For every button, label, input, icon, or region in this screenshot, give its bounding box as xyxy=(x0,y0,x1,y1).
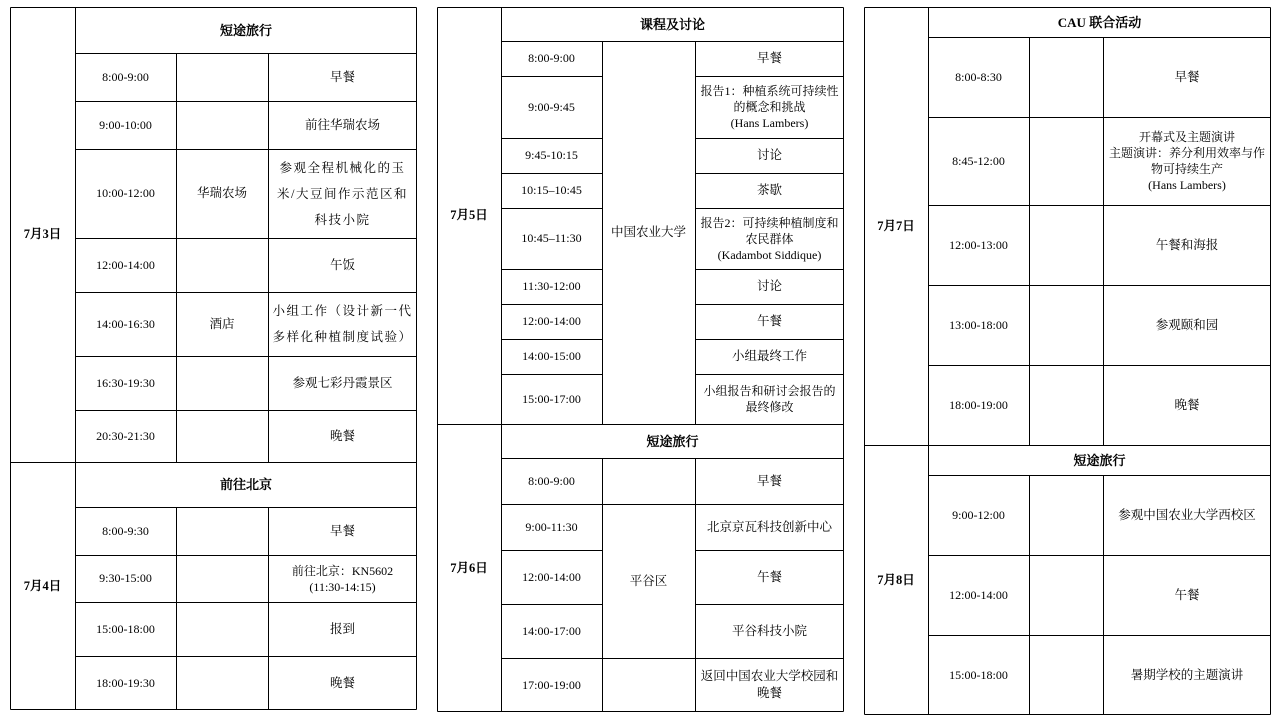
day-label: 7月3日 xyxy=(23,227,62,241)
time-slot: 10:00-12:00 xyxy=(96,186,155,200)
time-slot: 10:45–11:30 xyxy=(521,231,582,245)
time-slot: 13:00-18:00 xyxy=(949,317,1008,332)
activity: 早餐 xyxy=(329,69,355,84)
time-slot: 18:00-19:30 xyxy=(96,675,155,690)
activity: 参观七彩丹霞景区 xyxy=(292,375,393,390)
section-header: 课程及讨论 xyxy=(639,16,705,32)
activity: 前往北京：KN5602 (11:30-14:15) xyxy=(291,563,394,594)
time-slot: 10:15–10:45 xyxy=(521,183,582,197)
time-slot: 14:00-15:00 xyxy=(522,349,581,363)
section-header: 短途旅行 xyxy=(1073,452,1126,468)
time-slot: 17:00-19:00 xyxy=(522,677,581,692)
activity: 报告1：种植系统可持续性的概念和挑战 (Hans Lambers) xyxy=(700,84,839,130)
activity: 参观中国农业大学西校区 xyxy=(1118,507,1256,522)
time-slot: 8:00-9:30 xyxy=(102,523,149,538)
time-slot: 14:00-16:30 xyxy=(96,316,155,331)
location: 平谷区 xyxy=(629,573,668,588)
activity: 报到 xyxy=(329,621,355,636)
schedule-panel-1 xyxy=(10,7,417,710)
time-slot: 11:30-12:00 xyxy=(522,279,581,293)
time-slot: 8:00-9:00 xyxy=(102,69,149,84)
day-label: 7月8日 xyxy=(877,572,915,587)
activity: 早餐 xyxy=(1174,69,1200,84)
time-slot: 15:00-18:00 xyxy=(949,667,1008,682)
activity: 午餐和海报 xyxy=(1155,237,1219,252)
section-header: CAU 联合活动 xyxy=(1057,14,1142,30)
activity: 晚餐 xyxy=(329,675,355,690)
activity: 返回中国农业大学校园和晚餐 xyxy=(700,669,839,700)
time-slot: 9:45-10:15 xyxy=(525,148,578,162)
activity: 午餐 xyxy=(756,569,782,584)
activity: 报告2：可持续种植制度和农民群体 (Kadambot Siddique) xyxy=(700,215,839,262)
time-slot: 15:00-18:00 xyxy=(96,621,155,636)
activity: 平谷科技小院 xyxy=(731,623,807,638)
activity: 早餐 xyxy=(329,523,355,538)
day-label: 7月5日 xyxy=(450,208,488,222)
activity: 小组工作（设计新一代多样化种植制度试验） xyxy=(272,304,413,344)
activity: 小组最终工作 xyxy=(731,349,807,363)
activity: 午餐 xyxy=(756,314,782,328)
time-slot: 8:00-9:00 xyxy=(528,473,575,488)
section-header: 短途旅行 xyxy=(219,22,272,38)
time-slot: 18:00-19:00 xyxy=(949,397,1008,412)
time-slot: 15:00-17:00 xyxy=(522,391,581,406)
activity: 讨论 xyxy=(756,279,782,293)
time-slot: 8:00-9:00 xyxy=(528,51,575,65)
location: 中国农业大学 xyxy=(610,225,686,239)
activity: 午餐 xyxy=(1174,587,1200,602)
activity: 晚餐 xyxy=(1174,397,1200,412)
schedule-panel-3 xyxy=(864,7,1271,715)
time-slot: 12:00-14:00 xyxy=(522,314,581,328)
time-slot: 12:00-14:00 xyxy=(949,587,1008,602)
location: 酒店 xyxy=(209,316,235,331)
time-slot: 12:00-13:00 xyxy=(949,237,1008,252)
activity: 茶歇 xyxy=(756,183,782,197)
activity: 北京京瓦科技创新中心 xyxy=(706,519,832,534)
time-slot: 12:00-14:00 xyxy=(522,569,581,584)
schedule-panel-2 xyxy=(437,7,844,712)
activity: 早餐 xyxy=(756,51,782,65)
time-slot: 9:00-9:45 xyxy=(528,99,575,114)
time-slot: 20:30-21:30 xyxy=(96,428,155,443)
activity: 前往华瑞农场 xyxy=(304,117,380,132)
activity: 讨论 xyxy=(756,148,782,162)
activity: 小组报告和研讨会报告的最终修改 xyxy=(703,384,836,414)
day-label: 7月4日 xyxy=(23,578,62,593)
activity: 晚餐 xyxy=(329,428,355,443)
time-slot: 9:00-11:30 xyxy=(525,519,578,534)
time-slot: 8:45-12:00 xyxy=(952,153,1005,168)
activity: 参观全程机械化的玉米/大豆间作示范区和科技小院 xyxy=(277,160,408,227)
activity: 午饭 xyxy=(329,257,355,272)
time-slot: 14:00-17:00 xyxy=(522,623,581,638)
day-label: 7月7日 xyxy=(877,218,915,233)
location: 华瑞农场 xyxy=(196,186,247,200)
time-slot: 9:00-10:00 xyxy=(99,117,152,132)
day-label: 7月6日 xyxy=(450,560,488,575)
time-slot: 9:30-15:00 xyxy=(99,571,152,585)
activity: 开幕式及主题演讲 主题演讲：养分利用效率与作物可持续生产 (Hans Lambers) xyxy=(1108,130,1265,192)
time-slot: 16:30-19:30 xyxy=(96,375,155,390)
section-header: 前往北京 xyxy=(219,477,272,492)
activity: 暑期学校的主题演讲 xyxy=(1130,667,1244,682)
time-slot: 8:00-8:30 xyxy=(955,69,1002,84)
time-slot: 12:00-14:00 xyxy=(96,257,155,272)
section-header: 短途旅行 xyxy=(646,433,699,449)
activity: 参观颐和园 xyxy=(1155,317,1219,332)
time-slot: 9:00-12:00 xyxy=(952,507,1005,522)
activity: 早餐 xyxy=(756,473,782,488)
